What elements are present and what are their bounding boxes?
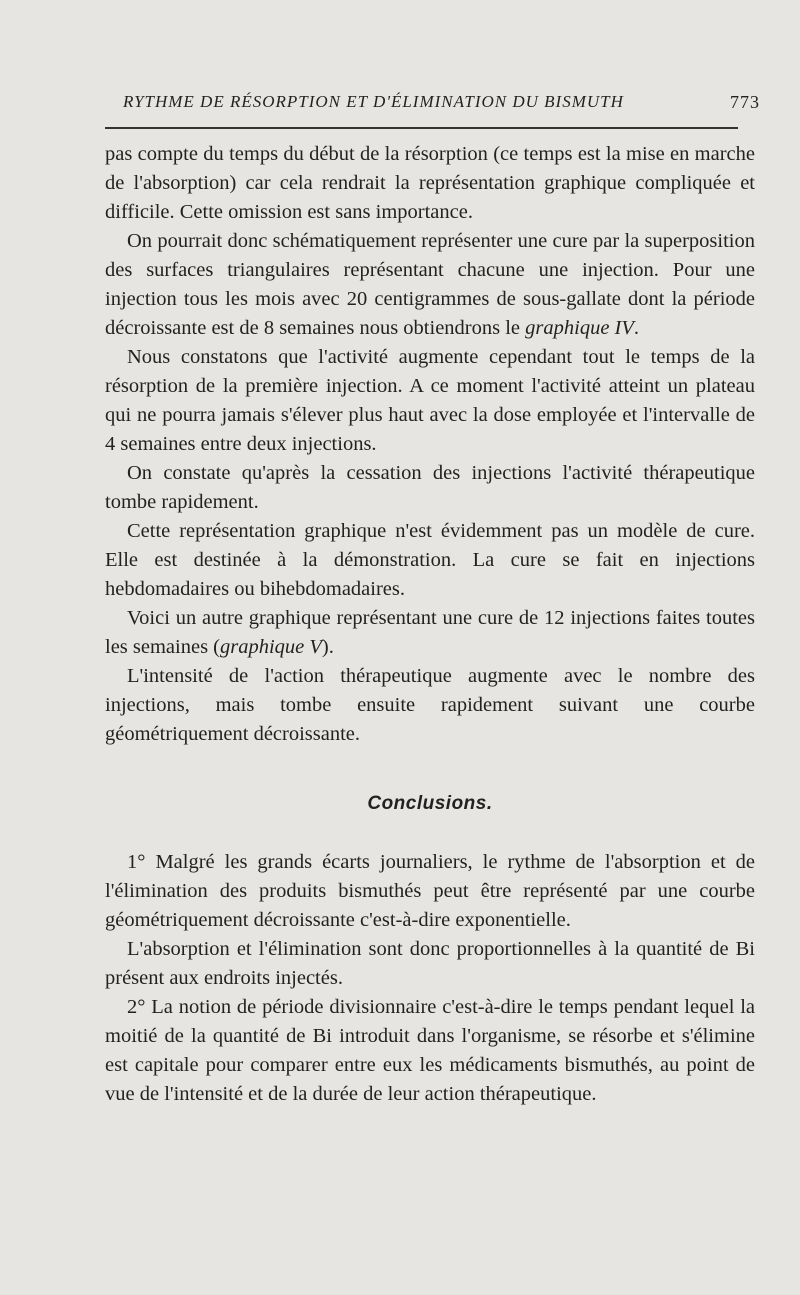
conclusions-text	[105, 848, 755, 1109]
paragraph: Cette représentation graphique n'est évidemment pas un modèle de cure. Elle est destinée à la démonstration. La cure se fait en injections hebdomadaires ou bihebdomadaires.	[105, 520, 755, 600]
header-rule	[105, 127, 738, 129]
paragraph: L'intensité de l'action thérapeutique augmente avec le nombre des injections, mais tombe ensuite rapidement suivant une courbe géométriquement décroissante.	[105, 665, 755, 745]
section-heading-conclusions: Conclusions.	[367, 793, 493, 814]
running-header	[105, 92, 760, 118]
paragraph: Nous constatons que l'activité augmente cependant tout le temps de la résorption de la première injection. A ce moment l'activité atteint un plateau qui ne pourra jamais s'élever plus haut avec la dose employée et l'intervalle de 4 semaines entre deux injections.	[105, 346, 755, 455]
running-title: RYTHME DE RÉSORPTION ET D'ÉLIMINATION DU BISMUTH	[123, 92, 624, 111]
figure-reference: graphique V	[220, 636, 322, 658]
paragraph-text: .	[633, 317, 640, 339]
conclusion-paragraph: L'absorption et l'élimination sont donc proportionnelles à la quantité de Bi présent aux endroits injectés.	[105, 938, 755, 989]
paragraph	[105, 604, 755, 662]
figure-reference: graphique IV	[525, 317, 634, 339]
conclusion-paragraph: 1° Malgré les grands écarts journaliers, le rythme de l'absorption et de l'élimination des produits bismuthés peut être représenté par une courbe géométriquement décroissante c'est-à-dire exponentielle.	[105, 851, 755, 931]
paragraph	[105, 227, 755, 343]
body-text	[105, 140, 755, 749]
conclusion-paragraph: 2° La notion de période divisionnaire c'est-à-dire le temps pendant lequel la moitié de la quantité de Bi introduit dans l'organisme, se résorbe et s'élimine est capitale pour comparer entre eux les médicaments bismuthés, au point de vue de l'intensité et de la durée de leur action thérapeutique.	[105, 996, 755, 1105]
paragraph: pas compte du temps du début de la résorption (ce temps est la mise en marche de l'absorption) car cela rendrait la représentation graphique compliquée et difficile. Cette omission est sans importance.	[105, 143, 755, 223]
page-number: 773	[730, 92, 760, 112]
paragraph-text: Voici un autre graphique représentant une cure de 12 injections faites toutes les semaines (	[105, 607, 755, 658]
paragraph: On constate qu'après la cessation des injections l'activité thérapeutique tombe rapidement.	[105, 462, 755, 513]
paragraph-text: On pourrait donc schématiquement représenter une cure par la superposition des surfaces triangulaires représentant chacune une injection. Pour une injection tous les mois avec 20 centigrammes de sous-gallate dont la période décroissante est de 8 semaines nous obtiendrons le	[105, 230, 755, 339]
paragraph-text: ).	[321, 636, 334, 658]
